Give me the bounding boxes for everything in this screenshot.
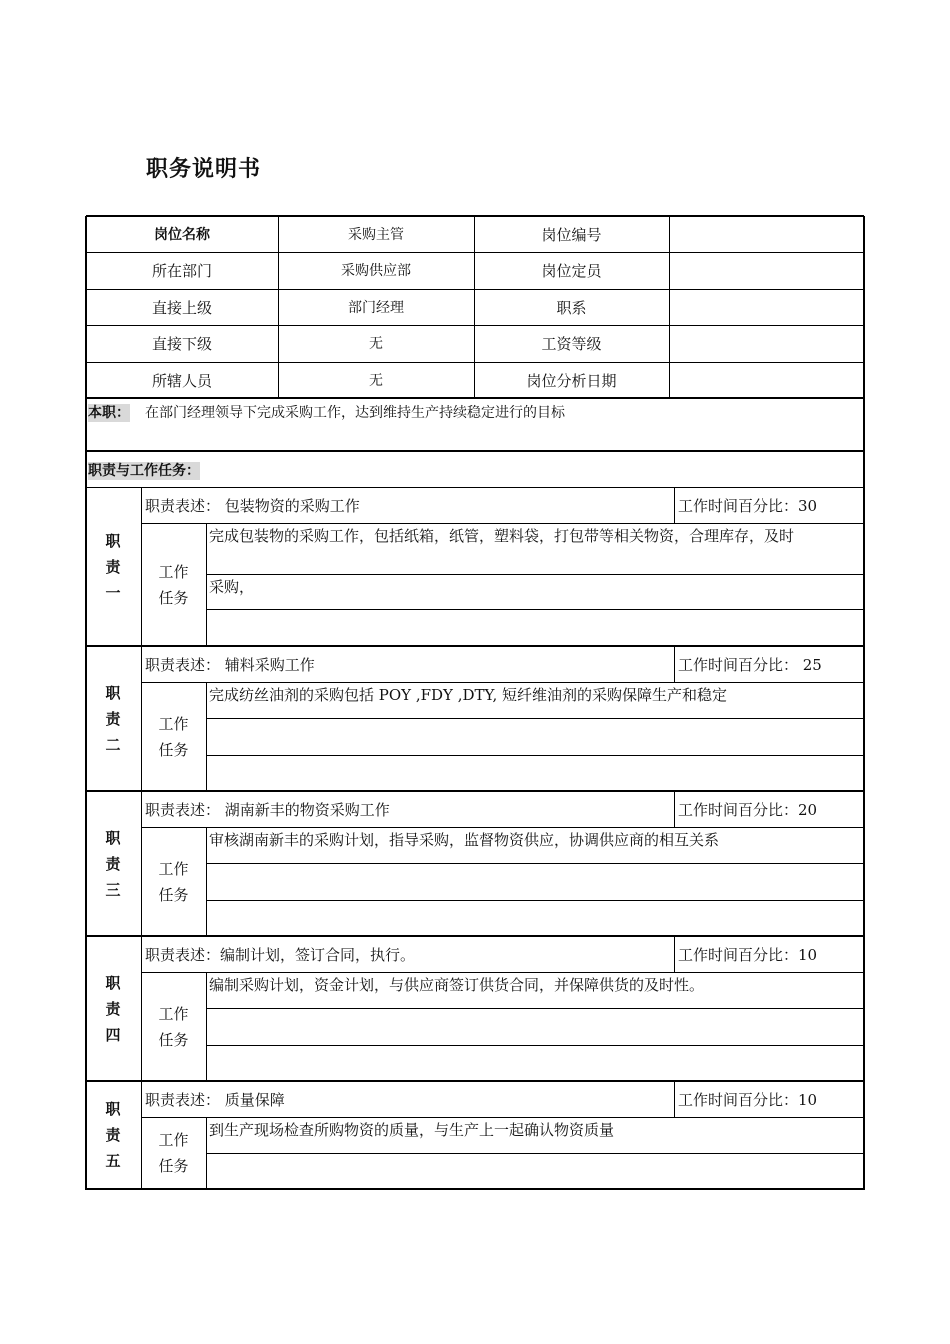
field-value: 采购主管 xyxy=(348,227,404,243)
responsibility-label-char: 二 xyxy=(105,735,121,754)
row-divider xyxy=(86,325,864,326)
time-percentage: 工作时间百分比：10 xyxy=(678,1091,818,1109)
time-percentage: 工作时间百分比：20 xyxy=(678,801,818,819)
block-border xyxy=(86,645,864,647)
responsibility-label-char: 三 xyxy=(105,880,121,899)
field-label: 职系 xyxy=(556,298,587,317)
field-label: 岗位分析日期 xyxy=(526,371,617,390)
task-item: 完成纺丝油剂的采购包括 POY ,FDY ,DTY, 短纤维油剂的采购保障生产和稳定 xyxy=(209,686,728,704)
column-divider xyxy=(206,523,207,646)
column-divider xyxy=(206,1117,207,1189)
time-percentage: 工作时间百分比： 25 xyxy=(678,656,822,674)
task-label-line: 任务 xyxy=(158,588,189,607)
page-title: 职务说明书 xyxy=(146,157,262,182)
task-label-line: 任务 xyxy=(158,885,189,904)
row-divider xyxy=(206,1008,864,1009)
responsibility-label xyxy=(86,825,140,903)
task-label-line: 工作 xyxy=(158,714,189,733)
field-value: 无 xyxy=(369,336,383,353)
task-label-line: 工作 xyxy=(158,859,189,878)
duty-summary-text: 在部门经理领导下完成采购工作，达到维持生产持续稳定进行的目标 xyxy=(145,405,565,421)
row-divider xyxy=(86,252,864,253)
field-value: 部门经理 xyxy=(348,299,404,316)
time-percentage: 工作时间百分比：10 xyxy=(678,946,818,964)
responsibility-label-char: 一 xyxy=(105,583,121,602)
column-divider xyxy=(206,972,207,1081)
column-divider xyxy=(141,487,142,646)
responsibility-label-char: 五 xyxy=(105,1152,121,1170)
row-divider xyxy=(206,1045,864,1046)
field-value: 无 xyxy=(369,372,383,389)
field-label: 岗位定员 xyxy=(541,262,602,281)
column-divider xyxy=(674,936,675,972)
column-divider xyxy=(141,791,142,936)
row-divider xyxy=(206,863,864,864)
task-label-line: 工作 xyxy=(158,562,189,581)
duty-summary-label: 本职： xyxy=(88,405,130,421)
row-divider xyxy=(206,755,864,756)
responsibility-label-char: 责 xyxy=(105,709,121,728)
responsibility-label-char: 四 xyxy=(105,1025,121,1044)
block-border xyxy=(86,1188,864,1190)
task-label-line: 工作 xyxy=(158,1004,189,1023)
block-border xyxy=(86,935,864,937)
column-divider xyxy=(669,216,670,398)
task-item: 到生产现场检查所购物资的质量，与生产上一起确认物资质量 xyxy=(209,1121,615,1139)
responsibility-label-char: 职 xyxy=(105,683,121,702)
task-item: 采购， xyxy=(209,578,255,596)
task-label-line: 任务 xyxy=(158,1030,189,1049)
column-divider xyxy=(206,682,207,791)
task-item: 编制采购计划，资金计划，与供应商签订供货合同，并保障供货的及时性。 xyxy=(209,976,705,994)
column-divider xyxy=(674,1081,675,1117)
task-label xyxy=(141,1001,206,1053)
responsibility-label-char: 责 xyxy=(105,999,121,1018)
column-divider xyxy=(674,487,675,523)
task-label xyxy=(141,711,206,763)
column-divider xyxy=(278,216,279,398)
task-label xyxy=(141,1127,206,1179)
duty-description: 职责表述： 辅料采购工作 xyxy=(145,656,315,674)
field-label: 岗位名称 xyxy=(154,227,210,243)
row-divider xyxy=(206,609,864,610)
section-divider xyxy=(86,487,864,488)
responsibility-label-char: 责 xyxy=(105,854,121,873)
field-label: 工资等级 xyxy=(541,335,602,354)
task-item: 完成包装物的采购工作，包括纸箱，纸管，塑料袋，打包带等相关物资，合理库存，及时 xyxy=(209,527,795,545)
task-label xyxy=(141,856,206,908)
table-top-border xyxy=(86,215,864,217)
responsibility-label-char: 职 xyxy=(105,973,121,992)
block-border xyxy=(86,1080,864,1082)
column-divider xyxy=(141,936,142,1081)
responsibility-label xyxy=(86,680,140,758)
task-label-line: 任务 xyxy=(158,740,189,759)
table-left-border xyxy=(85,216,87,1190)
column-divider xyxy=(206,827,207,936)
responsibility-label xyxy=(86,970,140,1048)
responsibility-label-char: 职 xyxy=(105,1100,121,1118)
responsibility-label-char: 责 xyxy=(105,557,121,576)
header-bottom-border xyxy=(86,397,864,399)
task-item: 审核湖南新丰的采购计划，指导采购，监督物资供应，协调供应商的相互关系 xyxy=(209,831,720,849)
row-divider xyxy=(86,289,864,290)
duty-description: 职责表述： 包装物资的采购工作 xyxy=(145,497,360,515)
column-divider xyxy=(674,646,675,682)
responsibility-label xyxy=(86,1096,140,1174)
task-label-line: 任务 xyxy=(158,1157,189,1175)
column-divider xyxy=(141,646,142,791)
responsibility-label-char: 职 xyxy=(105,531,121,550)
responsibilities-header: 职责与工作任务： xyxy=(88,463,200,479)
block-border xyxy=(86,790,864,792)
task-label xyxy=(141,559,206,611)
task-label-line: 工作 xyxy=(158,1131,189,1149)
column-divider xyxy=(141,1081,142,1189)
field-label: 直接下级 xyxy=(151,335,212,354)
row-divider xyxy=(206,900,864,901)
responsibility-label xyxy=(86,528,140,606)
row-divider xyxy=(86,362,864,363)
responsibility-label-char: 责 xyxy=(105,1126,121,1144)
duty-description: 职责表述： 质量保障 xyxy=(145,1091,285,1109)
summary-bottom-border xyxy=(86,450,864,452)
responsibility-label-char: 职 xyxy=(105,828,121,847)
field-label: 岗位编号 xyxy=(541,226,602,244)
row-divider xyxy=(206,718,864,719)
field-label: 所辖人员 xyxy=(151,371,212,390)
time-percentage: 工作时间百分比：30 xyxy=(678,497,818,515)
table-right-border xyxy=(863,216,865,1190)
column-divider xyxy=(674,791,675,827)
column-divider xyxy=(474,216,475,398)
field-value: 采购供应部 xyxy=(341,263,411,280)
duty-description: 职责表述：编制计划，签订合同，执行。 xyxy=(145,946,416,964)
field-label: 所在部门 xyxy=(151,262,212,281)
field-label: 直接上级 xyxy=(151,298,212,317)
row-divider xyxy=(206,1153,864,1154)
duty-description: 职责表述： 湖南新丰的物资采购工作 xyxy=(145,801,390,819)
